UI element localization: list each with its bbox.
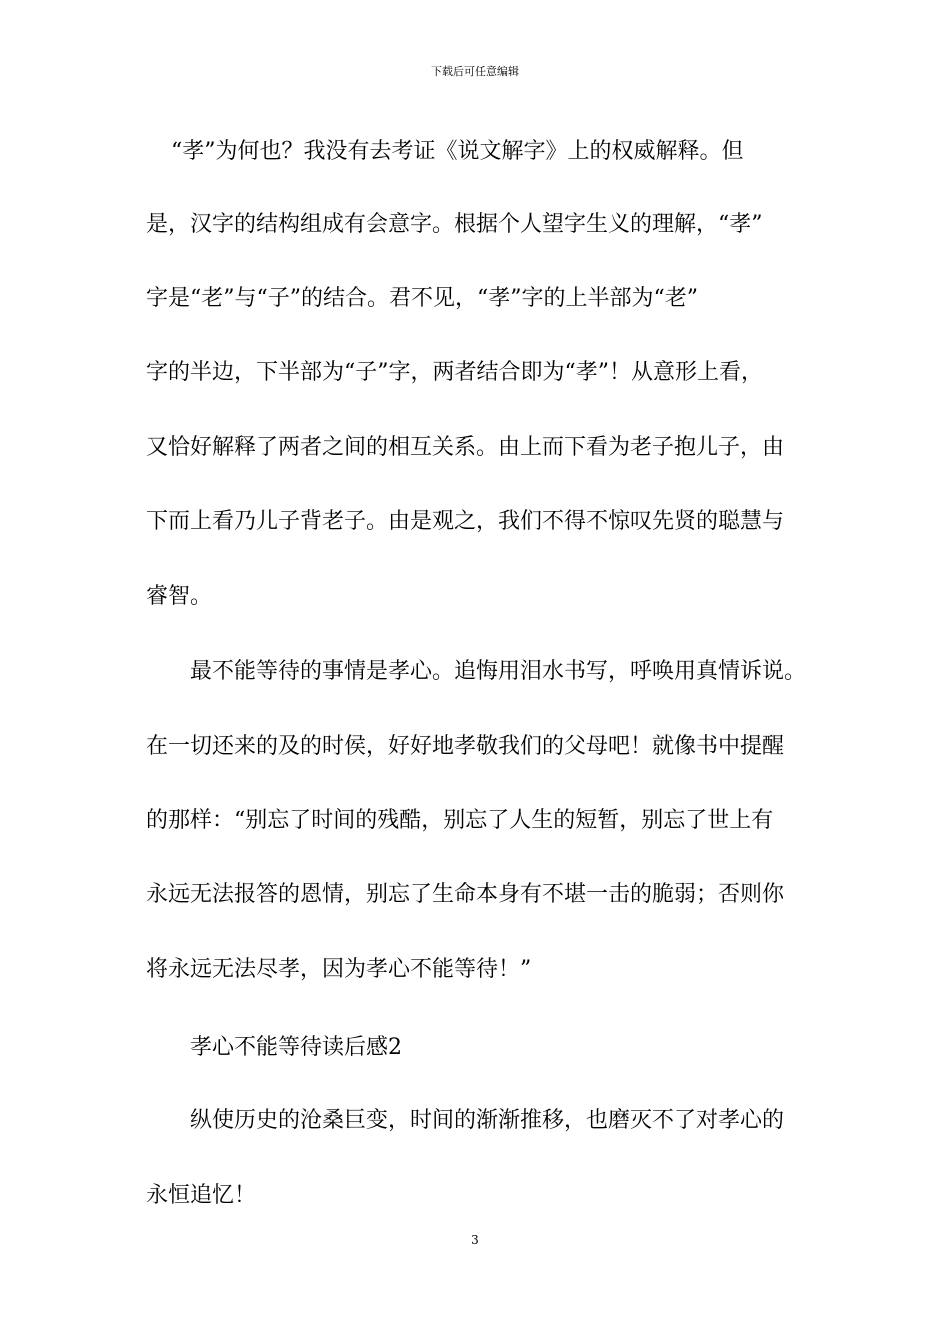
page-number: 3 (471, 1233, 479, 1247)
page-header: 下载后可任意编辑 (431, 65, 519, 78)
